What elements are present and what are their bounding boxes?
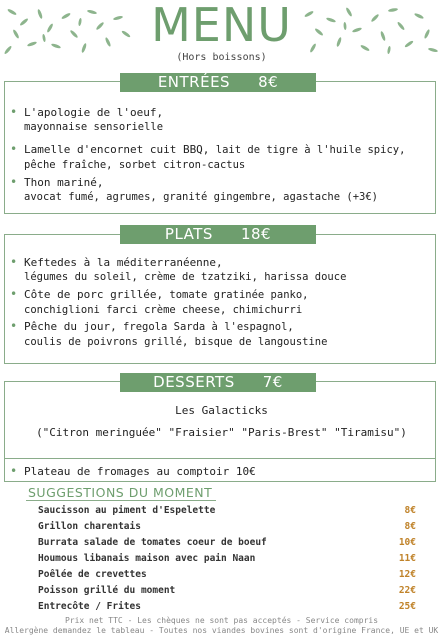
- bullet-icon: •: [10, 287, 18, 301]
- list-item: Burrata salade de tomates coeur de boeuf 10€: [38, 537, 416, 548]
- bullet-icon: •: [10, 142, 18, 156]
- bullet-icon: •: [10, 175, 18, 189]
- bullet-icon: •: [10, 319, 18, 333]
- bullet-icon: •: [10, 255, 18, 269]
- entrees-banner: [120, 73, 316, 92]
- footer-line: Allergène demandez le tableau - Toutes nos viandes bovines sont d'origine France, UE et UK: [4, 626, 439, 635]
- list-item: • Lamelle d'encornet cuit BBQ, lait de tigre à l'huile spicy, pêche fraîche, sorbet citron-cactus: [10, 142, 406, 171]
- plats-label: PLATS: [164, 225, 213, 243]
- list-item: Poêlée de crevettes 12€: [38, 569, 416, 580]
- divider: [4, 458, 436, 459]
- list-item: • L'apologie de l'oeuf, mayonnaise sensorielle: [10, 105, 164, 133]
- list-item: • Côte de porc grillée, tomate gratinée panko, conchiglioni farci crème cheese, chimichurri: [10, 287, 309, 316]
- list-item: • Pêche du jour, fregola Sarda à l'espagnol, coulis de poivrons grillé, bisque de langoustine: [10, 319, 328, 348]
- desserts-label: DESSERTS: [153, 373, 235, 391]
- entrees-price: 8€: [258, 73, 279, 91]
- plats-price: 18€: [240, 225, 272, 243]
- list-item: Saucisson au piment d'Espelette 8€: [38, 505, 416, 516]
- footer-line: Prix net TTC - Les chèques ne sont pas acceptés - Service compris: [64, 616, 379, 625]
- dessert-name: Les Galacticks: [175, 404, 268, 417]
- list-item: Poisson grillé du moment 22€: [38, 585, 416, 596]
- desserts-banner: [120, 373, 316, 392]
- list-item: • Thon mariné, avocat fumé, agrumes, granité gingembre, agastache (+3€): [10, 175, 379, 203]
- list-item: Houmous libanais maison avec pain Naan 11€: [38, 553, 416, 564]
- page-subtitle: (Hors boissons): [176, 52, 267, 63]
- divider: [26, 500, 216, 501]
- plats-banner: [120, 225, 316, 244]
- entrees-label: ENTRÉES: [157, 73, 231, 91]
- list-item: Entrecôte / Frites 25€: [38, 601, 416, 612]
- list-item: Grillon charentais 8€: [38, 521, 416, 532]
- bullet-icon: •: [10, 464, 18, 478]
- list-item: • Plateau de fromages au comptoir 10€: [10, 464, 256, 478]
- page-title: MENU: [151, 0, 292, 52]
- list-item: • Keftedes à la méditerranéenne, légumes du soleil, crème de tzatziki, harissa douce: [10, 255, 347, 283]
- desserts-price: 7€: [262, 373, 283, 391]
- bullet-icon: •: [10, 105, 18, 119]
- suggestions-title: SUGGESTIONS DU MOMENT: [28, 485, 213, 500]
- dessert-flavours: ("Citron meringuée" "Fraisier" "Paris-Brest" "Tiramisu"): [36, 426, 407, 439]
